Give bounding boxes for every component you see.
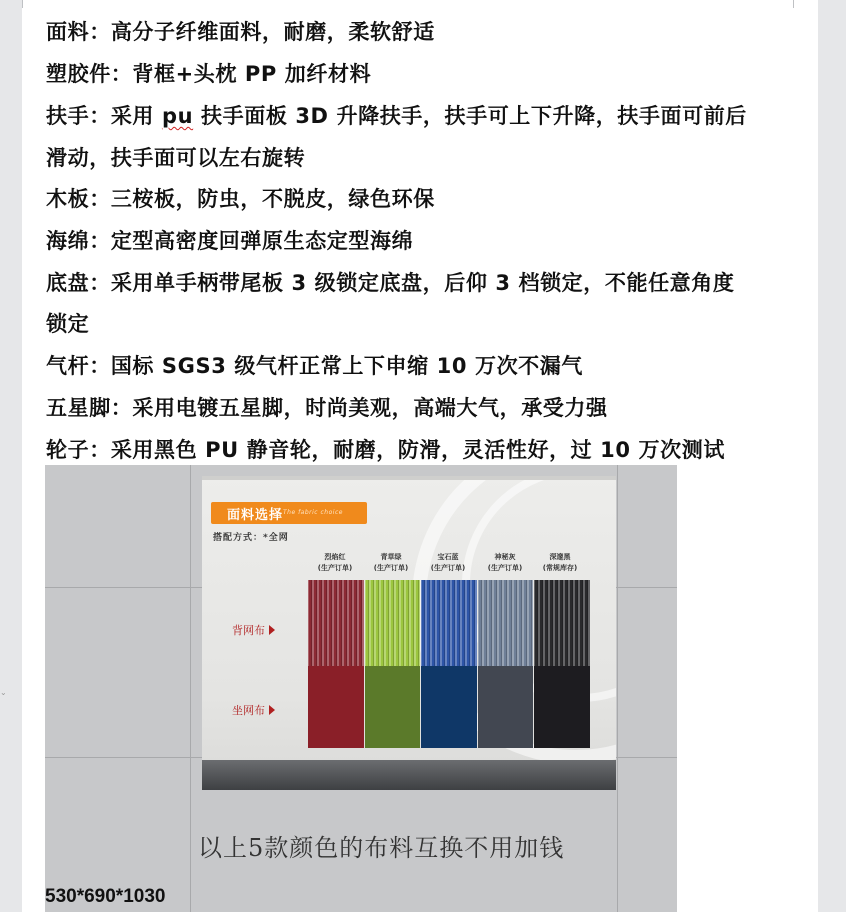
fabric-chart-panel xyxy=(202,476,616,790)
spec-line-gas-lift: 气杆：国标 SGS3 级气杆正常上下申缩 10 万次不漏气 xyxy=(46,354,583,378)
color-label-blue: 宝石蓝 (生产订单) xyxy=(430,553,466,572)
color-label-black: 深邃黑 (常规库存) xyxy=(542,553,578,572)
dimensions-text: 530*690*1030 xyxy=(45,886,166,907)
color-label-gray: 神秘灰 (生产订单) xyxy=(487,553,523,572)
spec-line-base: 五星脚：采用电镀五星脚，时尚美观，高端大气，承受力强 xyxy=(46,396,608,420)
fabric-caption: 以上5款颜色的布料互换不用加钱 xyxy=(198,834,565,862)
spellcheck-flagged-word: pu xyxy=(161,104,194,128)
spec-line-armrest-cont: 滑动，扶手面可以左右旋转 xyxy=(46,146,306,170)
seat-mesh-swatch-red xyxy=(308,666,364,748)
seat-mesh-swatch-blue xyxy=(421,666,477,748)
photo-bottom-bar xyxy=(202,760,616,790)
color-label-green: 青草绿 (生产订单) xyxy=(373,553,409,572)
page-corner-mark-right xyxy=(793,0,794,8)
seat-mesh-swatch-green xyxy=(365,666,421,748)
scroll-caret-icon[interactable]: ⌄ xyxy=(0,688,7,697)
back-mesh-swatch-blue xyxy=(421,580,477,666)
back-mesh-swatch-red xyxy=(308,580,364,666)
spec-line-sponge: 海绵：定型高密度回弹原生态定型海绵 xyxy=(46,229,414,253)
back-mesh-swatch-black xyxy=(534,580,590,666)
spec-line-armrest: 扶手：采用 pu 扶手面板 3D 升降扶手，扶手可上下升降，扶手面可前后 xyxy=(46,104,747,128)
spec-line-chassis: 底盘：采用单手柄带尾板 3 级锁定底盘，后仰 3 档锁定，不能任意角度 xyxy=(46,271,735,295)
back-mesh-swatch-gray xyxy=(478,580,534,666)
seat-mesh-swatch-gray xyxy=(478,666,534,748)
spec-line-board: 木板：三桉板，防虫，不脱皮，绿色环保 xyxy=(46,187,435,211)
spec-line-plastic: 塑胶件：背框+头枕 PP 加纤材料 xyxy=(46,62,372,86)
spec-line-chassis-cont: 锁定 xyxy=(46,312,90,336)
match-mode-label: 搭配方式：*全网 xyxy=(213,533,289,543)
back-mesh-swatch-green xyxy=(365,580,421,666)
fabric-choice-header: 面料选择 The fabric choice xyxy=(211,502,367,524)
spec-line-wheels: 轮子：采用黑色 PU 静音轮，耐磨，防滑，灵活性好，过 10 万次测试 xyxy=(46,438,725,462)
page-margin-right xyxy=(818,0,846,912)
row-label-seat-mesh: 坐网布 xyxy=(232,702,275,718)
seat-mesh-swatch-black xyxy=(534,666,590,748)
page-margin-left xyxy=(0,0,22,912)
color-label-red: 烈焰红 (生产订单) xyxy=(317,553,353,572)
spec-line-fabric: 面料：高分子纤维面料，耐磨，柔软舒适 xyxy=(46,20,435,44)
row-label-back-mesh: 背网布 xyxy=(232,622,275,638)
page-corner-mark-left xyxy=(22,0,23,8)
